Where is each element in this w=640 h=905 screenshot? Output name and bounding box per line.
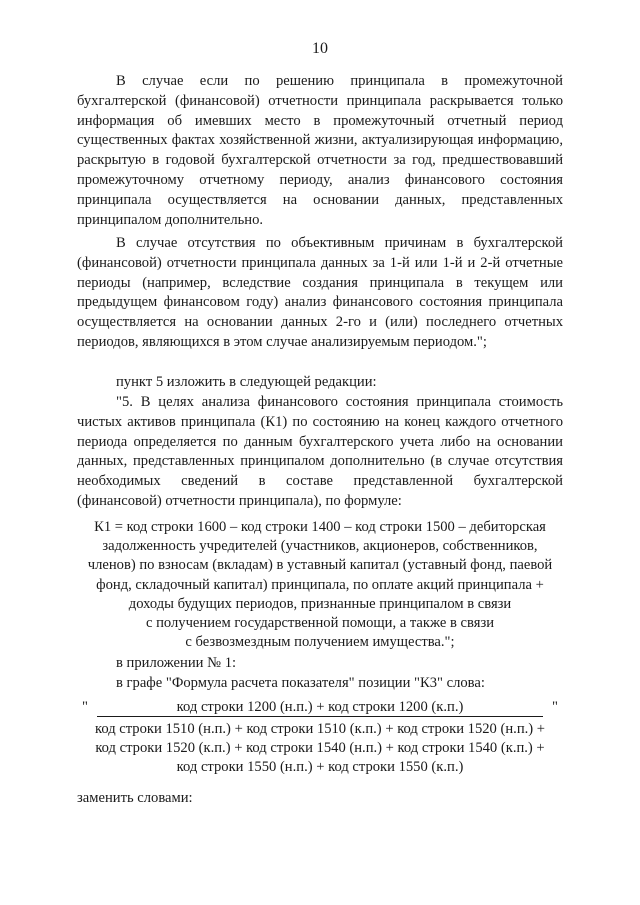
- denominator-line: код строки 1510 (н.п.) + код строки 1510 (к.п.) + код строки 1520 (н.п.) +: [94, 721, 546, 737]
- paragraph-item-5: "5. В целях анализа финансового состояния принципала стоимость чистых активов принципала (К1) по состоянию на конец каждого отчетного периода определяется по данным бухгалтерского учета либо на основании данных, представленных принципалом дополнительно (в случае отсутствия необходимых сведений в составе представленной бухгалтерской (финансовой) отчетности принципала), по формуле:: [77, 394, 563, 509]
- formula-k1-line: задолженность учредителей (участников, акционеров, собственников,: [102, 538, 538, 555]
- replace-line: заменить словами:: [77, 790, 193, 806]
- formula-k1-line: доходы будущих периодов, признанные принципалом в связи: [128, 595, 512, 612]
- fraction-denominator: [77, 720, 563, 778]
- formula-k1: [77, 518, 563, 652]
- paragraph-missing-data: В случае отсутствия по объективным причинам в бухгалтерской (финансовой) отчетности принципала данных за 1-й или 1-й и 2-й отчетные периоды (например, вследствие создания принципала в текущем или предыдущем финансовом году) анализ финансового состояния принципала осуществляется на основании данных 2-го и (или) последнего отчетных периодов, являющихся в этом случае анализируемым периодом.";: [77, 235, 563, 350]
- open-quote: ": [82, 699, 88, 715]
- denominator-line: код строки 1520 (к.п.) + код строки 1540 (н.п.) + код строки 1540 (к.п.) +: [95, 740, 545, 757]
- formula-k1-line: с безвозмездным получением имущества.";: [185, 634, 455, 651]
- formula-k1-line: К1 = код строки 1600 – код строки 1400 – код строки 1500 – дебиторская: [94, 519, 546, 535]
- formula-k3-fraction: [77, 698, 563, 778]
- fraction-numerator: код строки 1200 (н.п.) + код строки 1200 (к.п.): [176, 699, 464, 715]
- paragraph-interim-reporting: В случае если по решению принципала в промежуточной бухгалтерской (финансовой) отчетности принципала раскрывается только информация об имевших место в промежуточный отчетный период существенных фактах хозяйственной жизни, актуализирующая информацию, раскрытую в годовой бухгалтерской отчетности за год, предшествовавший промежуточному отчетному периоду, анализ финансового состояния принципала осуществляется на основании данных, представленных принципалом дополнительно.: [77, 73, 563, 228]
- appendix-line: в приложении № 1:: [116, 655, 237, 671]
- formula-k1-line: с получением государственной помощи, а также в связи: [145, 615, 495, 632]
- page-number: 10: [312, 40, 328, 57]
- fraction-line: [97, 716, 543, 717]
- formula-k1-line: фонд, складочный капитал) принципала, по оплате акций принципала +: [96, 576, 544, 593]
- formula-k1-line: членов) по взносам (вкладам) в уставный капитал (уставный фонд, паевой: [87, 557, 553, 574]
- column-line: в графе "Формула расчета показателя" позиции "К3" слова:: [116, 675, 485, 691]
- denominator-line: код строки 1550 (н.п.) + код строки 1550 (к.п.): [176, 759, 464, 776]
- close-quote: ": [552, 699, 558, 715]
- paragraph-item-5-intro: пункт 5 изложить в следующей редакции:: [116, 374, 377, 390]
